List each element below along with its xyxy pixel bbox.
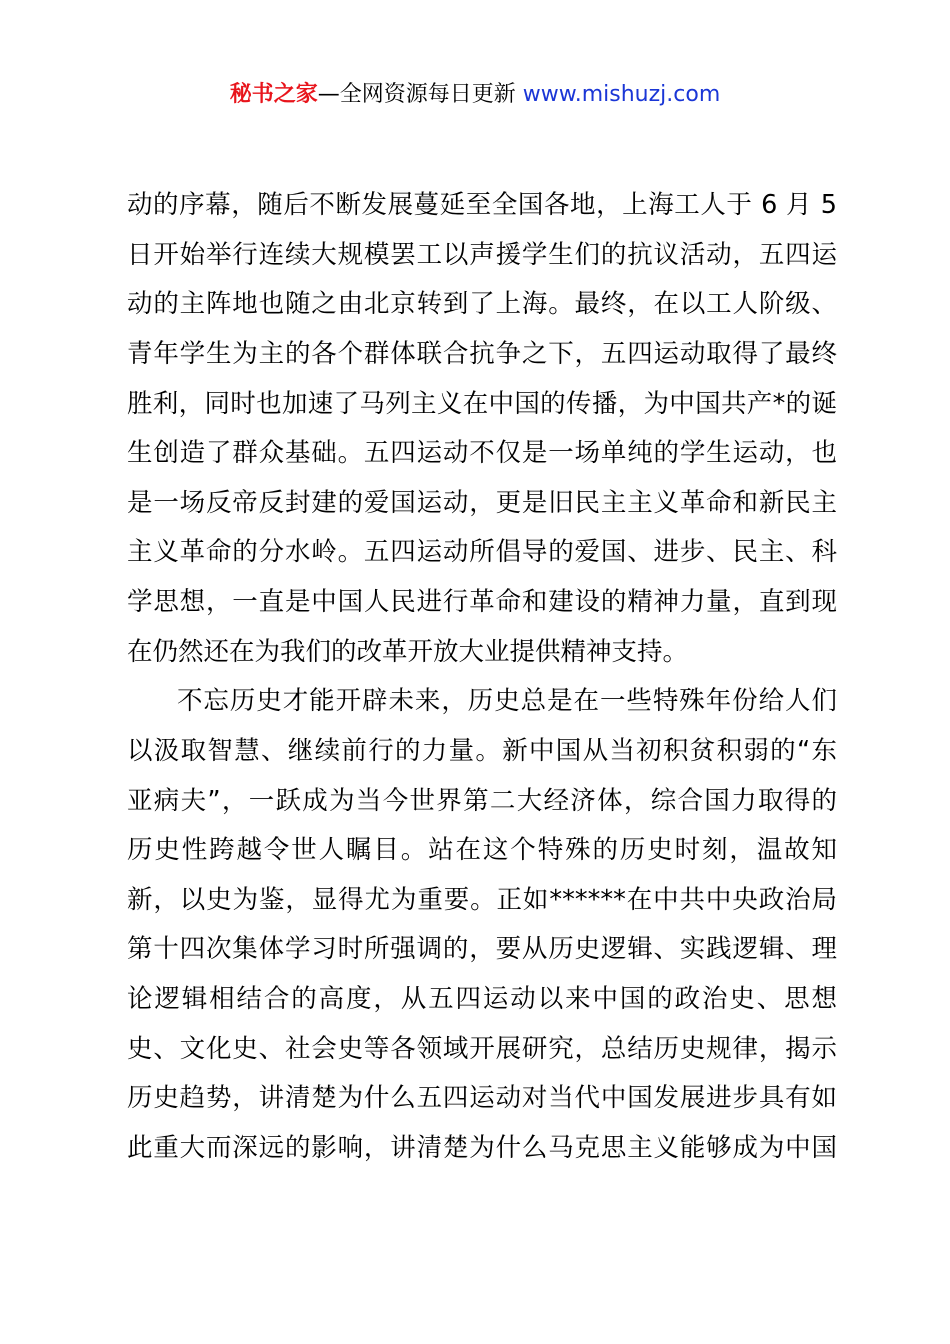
text-line: 主义革命的分水岭。五四运动所倡导的爱国、进步、民主、科 [127,537,837,567]
text-line: 学思想，一直是中国人民进行革命和建设的精神力量，直到现 [127,587,837,617]
text-line: 第十四次集体学习时所强调的，要从历史逻辑、实践逻辑、理 [127,934,837,964]
text-line: 历史趋势，讲清楚为什么五四运动对当代中国发展进步具有如 [127,1083,837,1113]
text-line: 亚病夫”，一跃成为当今世界第二大经济体，综合国力取得的 [127,786,837,816]
text-line: 不忘历史才能开辟未来，历史总是在一些特殊年份给人们 [177,686,837,716]
text-line: 日开始举行连续大规模罢工以声援学生们的抗议活动，五四运 [127,240,837,270]
text-line: 历史性跨越令世人瞩目。站在这个特殊的历史时刻，温故知 [127,835,837,865]
text-line: 生创造了群众基础。五四运动不仅是一场单纯的学生运动，也 [127,438,837,468]
text-line: 论逻辑相结合的高度，从五四运动以来中国的政治史、思想 [127,984,837,1014]
text-line: 动的序幕，随后不断发展蔓延至全国各地，上海工人于 6 月 5 [127,190,837,220]
text-line: 新，以史为鉴，显得尤为重要。正如******在中共中央政治局 [127,885,837,915]
text-line: 此重大而深远的影响，讲清楚为什么马克思主义能够成为中国 [127,1133,837,1163]
text-line: 以汲取智慧、继续前行的力量。新中国从当初积贫积弱的“东 [127,736,837,766]
site-header [0,80,950,110]
site-brand: 秘书之家 [229,82,318,107]
site-tagline: —全网资源每日更新 [317,82,523,107]
text-line: 是一场反帝反封建的爱国运动，更是旧民主主义革命和新民主 [127,488,837,518]
text-line: 在仍然还在为我们的改革开放大业提供精神支持。 [127,637,689,667]
text-line: 动的主阵地也随之由北京转到了上海。最终，在以工人阶级、 [127,289,837,319]
text-line: 胜利，同时也加速了马列主义在中国的传播，为中国共产*的诞 [127,389,837,419]
text-line: 青年学生为主的各个群体联合抗争之下，五四运动取得了最终 [127,339,837,369]
site-url-link[interactable]: www.mishuzj.com [522,82,721,107]
text-line: 史、文化史、社会史等各领域开展研究，总结历史规律，揭示 [127,1034,837,1064]
